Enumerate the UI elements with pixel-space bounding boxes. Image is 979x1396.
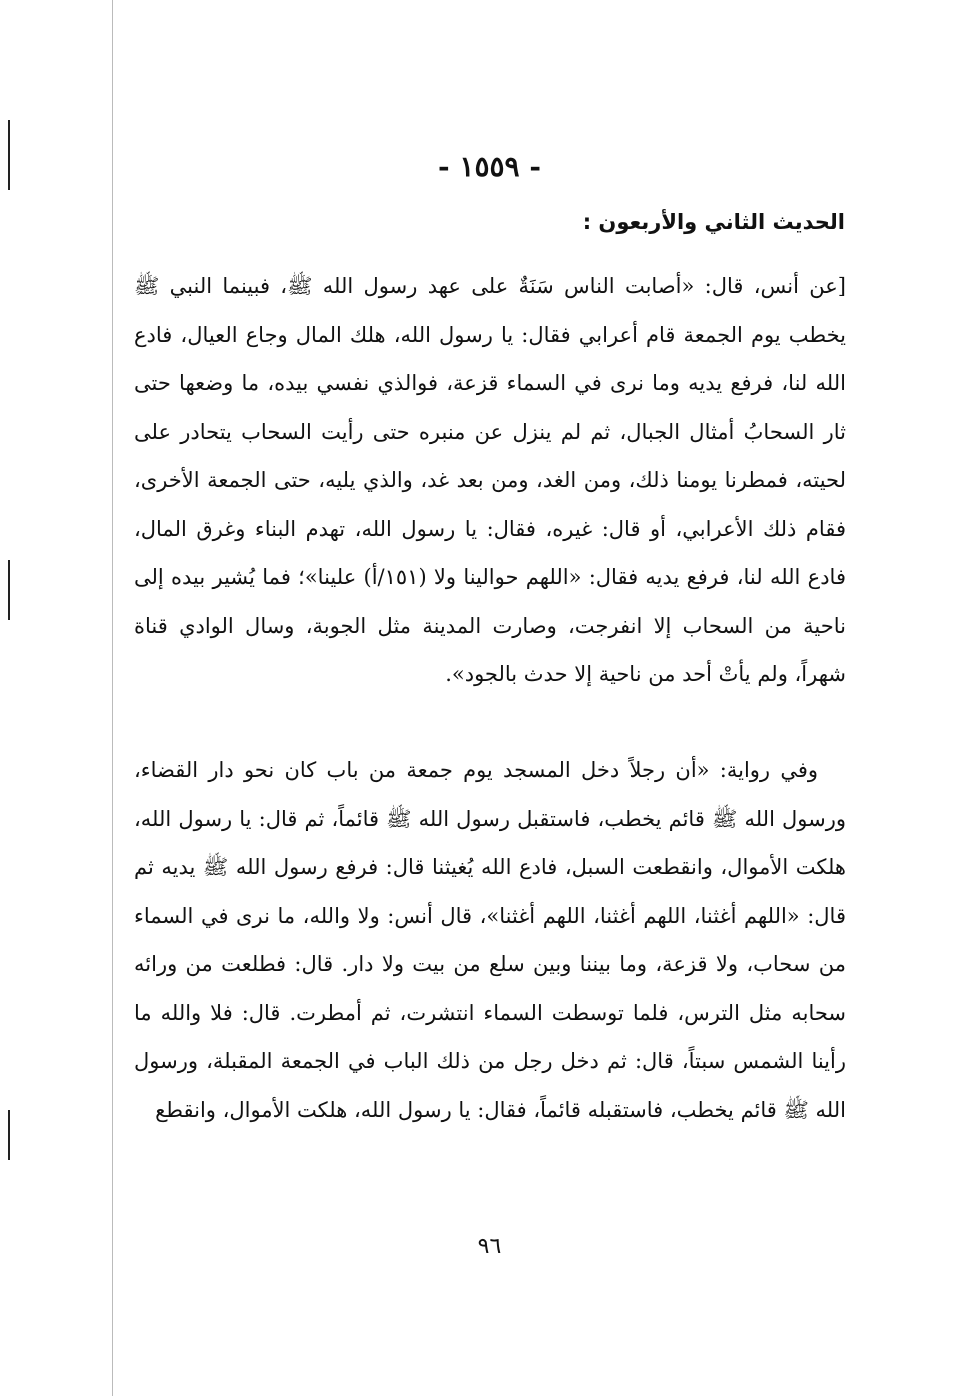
page-number: ٩٦ xyxy=(477,1234,502,1259)
body-paragraph-1 xyxy=(134,262,846,699)
scan-edge-mark xyxy=(8,560,10,620)
body-paragraph-2 xyxy=(134,746,846,1134)
header-number: - ١٥٥٩ - xyxy=(438,150,541,183)
scan-edge-mark xyxy=(8,1110,10,1160)
scan-edge-line xyxy=(112,0,113,1396)
paragraph-text: وفي رواية: «أن رجلاً دخل المسجد يوم جمعة من باب كان نحو دار القضاء، ورسول الله ﷺ قائم يخطب، فاستقبل رسول الله ﷺ قائماً، ثم قال: يا رسول الله، هلكت الأموال، وانقطعت السبل، فادع الله يُغيثنا قال: فرفع رسول الله ﷺ يديه ثم قال: «اللهم أغثنا، اللهم أغثنا، اللهم أغثنا»، قال أنس: ولا والله، ما نرى في السماء من سحاب، ولا قزعة، وما بيننا وبين سلع من بيت ولا دار. قال: فطلعت من ورائه سحابه مثل الترس، فلما توسطت السماء انتشرت، ثم أمطرت. قال: فلا والله ما رأينا الشمس سبتاً، قال: ثم دخل رجل من ذلك الباب في الجمعة المقبلة، ورسول الله ﷺ قائم يخطب، فاستقبله قائماً، فقال: يا رسول الله، هلكت الأموال، وانقطع xyxy=(134,758,846,1122)
paragraph-text: [عن أنس، قال: «أصابت الناس سَنَةٌ على عهد رسول الله ﷺ، فبينما النبي ﷺ يخطب يوم الجمعة قام أعرابي فقال: يا رسول الله، هلك المال وجاع العيال، فادع الله لنا، فرفع يديه وما نرى في السماء قزعة، فوالذي نفسي بيده، ما وضعها حتى ثار السحابُ أمثال الجبال، ثم لم ينزل عن منبره حتى رأيت السحاب يتحادر على لحيته، فمطرنا يومنا ذلك، ومن الغد، ومن بعد غد، والذي يليه، حتى الجمعة الأخرى، فقام ذلك الأعرابي، أو قال: غيره، فقال: يا رسول الله، تهدم البناء وغرق المال، فادع الله لنا، فرفع يديه فقال: «اللهم حوالينا ولا (١٥١/أ) علينا»؛ فما يُشير بيده إلى ناحية من السحاب إلا انفرجت، وصارت المدينة مثل الجوبة، وسال الوادي قناة شهراً، ولم يأتْ أحد من ناحية إلا حدث بالجود». xyxy=(134,274,846,686)
section-heading: الحديث الثاني والأربعون : xyxy=(582,210,845,234)
